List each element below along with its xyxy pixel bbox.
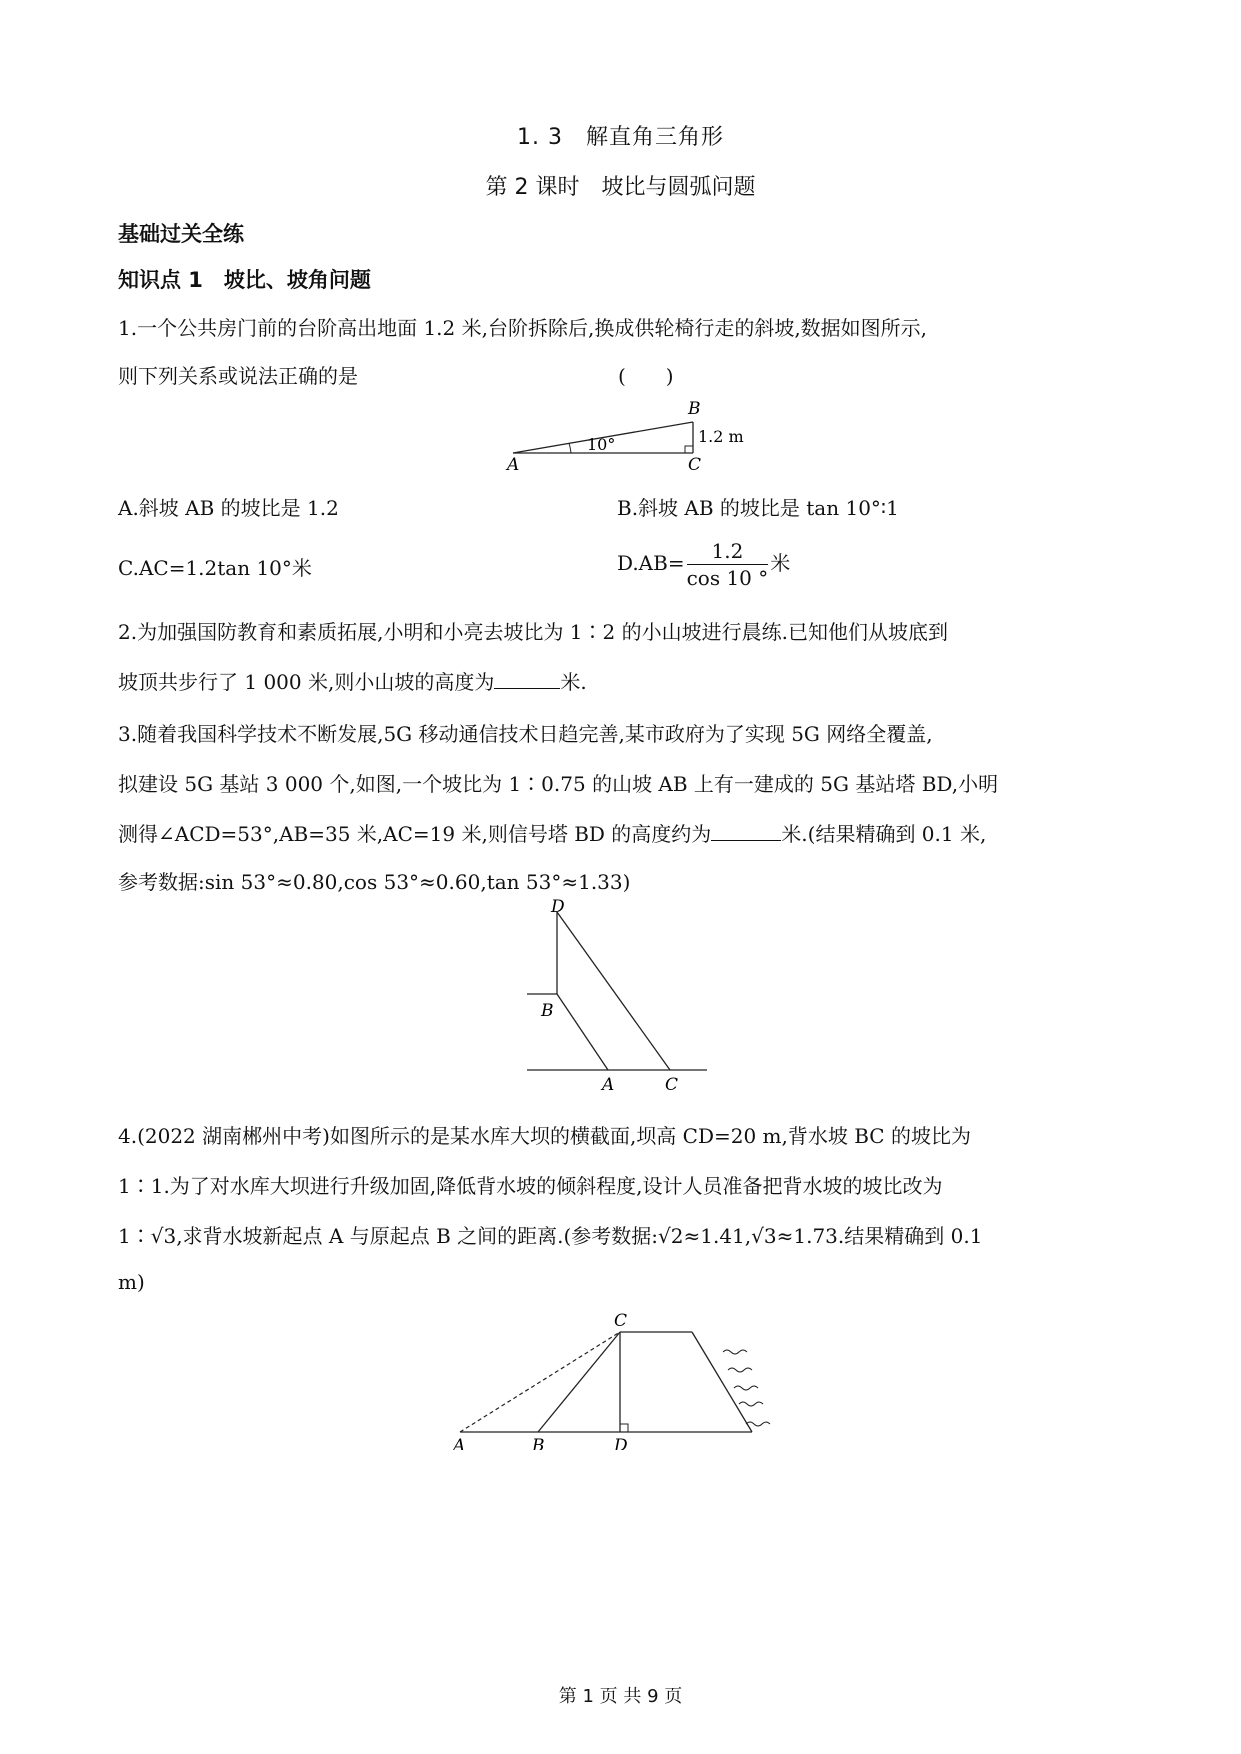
q1-option-d-denominator: cos 10 ° — [686, 566, 769, 590]
q2-line2-post: 米. — [560, 670, 587, 694]
q1-label-c: C — [688, 455, 702, 474]
q1-option-d-prefix: D.AB= — [617, 551, 685, 575]
q4-line4: m) — [118, 1270, 145, 1294]
q1-option-d — [617, 538, 790, 591]
q3-line3 — [118, 818, 986, 847]
q1-option-a: A.斜坡 AB 的坡比是 1.2 — [118, 496, 339, 520]
q4-label-c: C — [614, 1311, 628, 1331]
q3-line3-pre: 测得∠ACD=53°,AB=35 米,AC=19 米,则信号塔 BD 的高度约为 — [118, 822, 712, 846]
q2-line1: 2.为加强国防教育和素质拓展,小明和小亮去坡比为 1∶2 的小山坡进行晨练.已知他们从坡底到 — [118, 620, 948, 644]
q4-label-d: D — [614, 1436, 628, 1450]
q1-label-a: A — [507, 455, 520, 474]
q1-option-d-numerator: 1.2 — [687, 538, 769, 565]
q3-line1: 3.随着我国科学技术不断发展,5G 移动通信技术日趋完善,某市政府为了实现 5G 网络全覆盖, — [118, 722, 933, 746]
q2-answer-blank — [494, 668, 560, 689]
q3-line2: 拟建设 5G 基站 3 000 个,如图,一个坡比为 1∶0.75 的山坡 AB 上有一建成的 5G 基站塔 BD,小明 — [118, 772, 999, 796]
q4-line3: 1∶√3,求背水坡新起点 A 与原起点 B 之间的距离.(参考数据:√2≈1.41,√3≈1.73.结果精确到 0.1 — [118, 1224, 983, 1248]
q3-answer-blank — [711, 820, 781, 841]
q3-tower-figure — [515, 898, 715, 1094]
q1-answer-paren: ( ) — [618, 364, 674, 388]
q1-option-d-fraction — [687, 538, 769, 591]
q2-line2-pre: 坡顶共步行了 1 000 米,则小山坡的高度为 — [118, 670, 495, 694]
q4-line2: 1∶1.为了对水库大坝进行升级加固,降低背水坡的倾斜程度,设计人员准备把背水坡的坡比改为 — [118, 1174, 943, 1198]
q4-label-a: A — [453, 1436, 466, 1450]
q3-line3-post: 米.(结果精确到 0.1 米, — [781, 822, 987, 846]
q3-label-c: C — [665, 1075, 679, 1094]
q4-line1: 4.(2022 湖南郴州中考)如图所示的是某水库大坝的横截面,坝高 CD=20 m,背水坡 BC 的坡比为 — [118, 1124, 971, 1148]
q1-angle-label: 10° — [587, 435, 616, 454]
q1-label-b: B — [688, 399, 701, 419]
q1-slope-figure — [495, 398, 755, 474]
q1-option-b: B.斜坡 AB 的坡比是 tan 10°∶1 — [617, 496, 899, 520]
q3-label-b: B — [541, 1001, 554, 1021]
topic-heading: 知识点 1 坡比、坡角问题 — [118, 268, 371, 292]
q1-height-label: 1.2 m — [698, 427, 744, 446]
page-footer: 第 1 页 共 9 页 — [558, 1686, 683, 1707]
q3-label-a: A — [602, 1075, 615, 1094]
q2-line2 — [118, 666, 587, 695]
lesson-subtitle: 第 2 课时 坡比与圆弧问题 — [485, 175, 756, 200]
q3-line4: 参考数据:sin 53°≈0.80,cos 53°≈0.60,tan 53°≈1.33) — [118, 870, 631, 894]
q4-dam-figure — [440, 1300, 800, 1450]
q3-label-d: D — [551, 898, 565, 917]
q1-line2: 则下列关系或说法正确的是 — [118, 364, 358, 388]
section-heading: 基础过关全练 — [118, 222, 244, 246]
lesson-title: 1. 3 解直角三角形 — [517, 125, 724, 150]
q1-line1: 1.一个公共房门前的台阶高出地面 1.2 米,台阶拆除后,换成供轮椅行走的斜坡,数据如图所示, — [118, 316, 928, 340]
q1-option-d-suffix: 米 — [770, 551, 791, 575]
q4-label-b: B — [532, 1436, 545, 1450]
water-waves-icon — [723, 1350, 770, 1426]
q1-option-c: C.AC=1.2tan 10°米 — [118, 556, 312, 580]
